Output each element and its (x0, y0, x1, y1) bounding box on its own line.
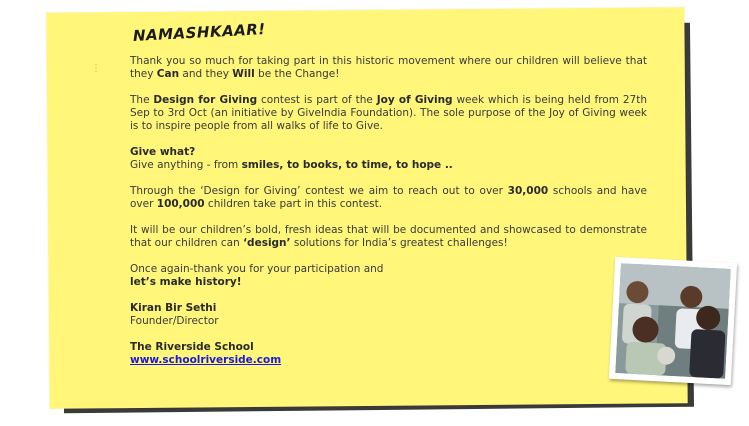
closing-paragraph: Once again-thank you for your participation and let’s make history! (130, 263, 384, 288)
children-photo-icon (615, 263, 731, 379)
school-name: The Riverside School (130, 341, 254, 353)
signature-title: Founder/Director (130, 315, 219, 327)
letter-body (130, 55, 647, 380)
signature-name: Kiran Bir Sethi (130, 302, 217, 314)
children-photo (609, 257, 737, 385)
give-heading: Give what? (130, 146, 196, 158)
intro-paragraph: Thank you so much for taking part in this historic movement where our children will believe that they Can and they Will be the Change! (130, 55, 647, 80)
give-paragraph: Give what? Give anything - from smiles, to books, to time, to hope .. (130, 146, 453, 171)
reach-paragraph: Through the ‘Design for Giving’ contest we aim to reach out to over 30,000 schools and have over 100,000 children take part in this contest. (130, 185, 647, 210)
contest-paragraph: The Design for Giving contest is part of the Joy of Giving week which is being held from 27th Sep to 3rd Oct (an initiative by GiveIndia Foundation). The sole purpose of the Joy of Giving week is to inspire people from all walks of life to Give. (130, 94, 647, 132)
decorative-mark-icon: ⋮ (91, 63, 101, 74)
school-block (130, 341, 647, 367)
ideas-paragraph: It will be our children’s bold, fresh ideas that will be documented and showcased to demonstrate that our children can ‘design’ solutions for India’s greatest challenges! (130, 224, 647, 249)
signature-block (130, 302, 647, 328)
greeting-heading: NAMASHKAAR! (132, 20, 267, 45)
school-website-link[interactable]: www.schoolriverside.com (130, 354, 282, 366)
